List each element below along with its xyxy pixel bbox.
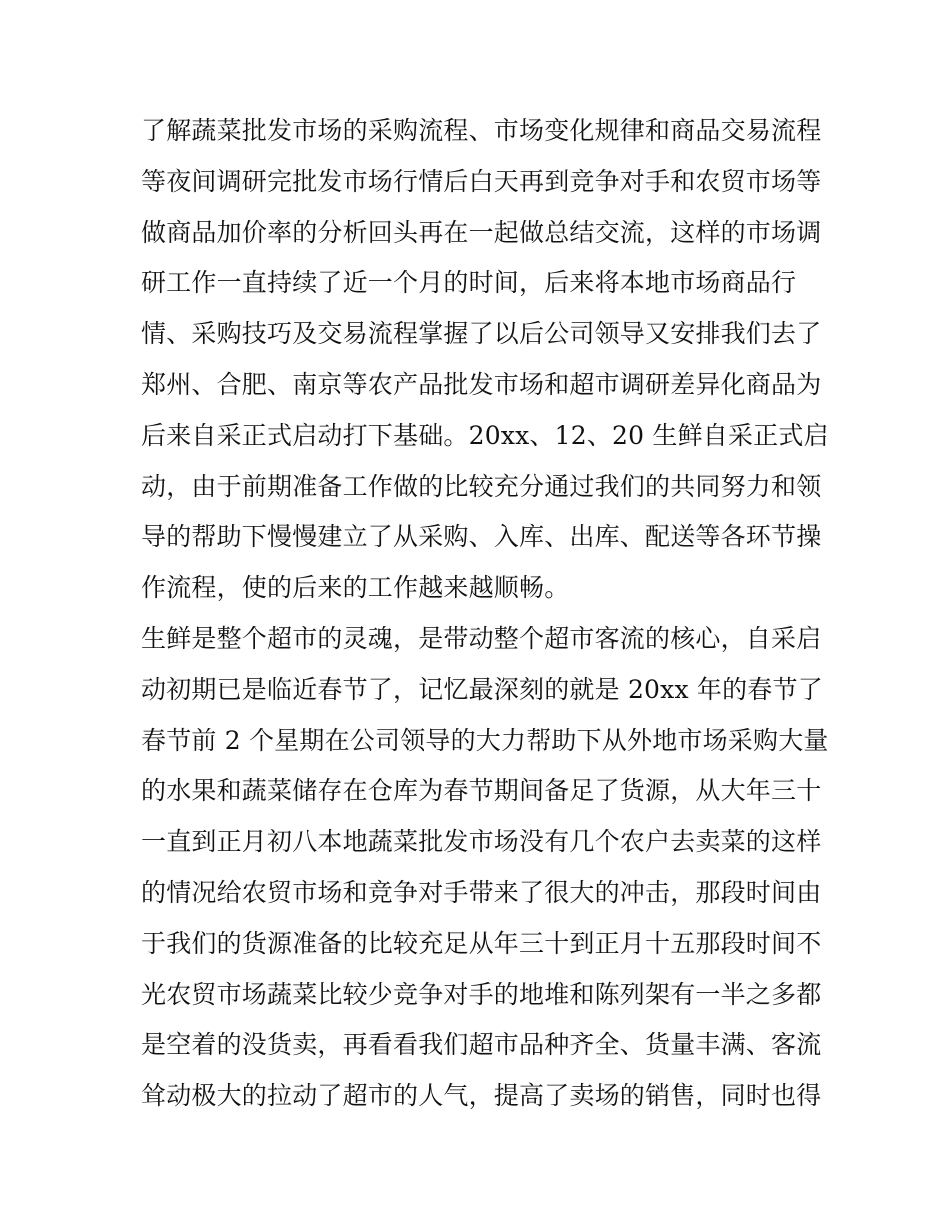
text-line: 情、采购技巧及交易流程掌握了以后公司领导又安排我们去了: [141, 319, 822, 349]
document-body: [141, 106, 829, 1122]
text-line: 一直到正月初八本地蔬菜批发市场没有几个农户去卖菜的这样: [141, 827, 822, 857]
text-line: 动，由于前期准备工作做的比较充分通过我们的共同努力和领: [141, 471, 822, 501]
text-line: 导的帮助下慢慢建立了从采购、入库、出库、配送等各环节操: [141, 522, 822, 552]
text-line: 做商品加价率的分析回头再在一起做总结交流，这样的市场调: [141, 217, 822, 247]
text-line: 的情况给农贸市场和竞争对手带来了很大的冲击，那段时间由: [141, 877, 822, 907]
text-line: 是空着的没货卖，再看看我们超市品种齐全、货量丰满、客流: [141, 1030, 822, 1060]
text-line: 耸动极大的拉动了超市的人气，提高了卖场的销售，同时也得: [141, 1081, 822, 1111]
text-line: 生鲜是整个超市的灵魂，是带动整个超市客流的核心，自采启: [141, 623, 822, 653]
text-line: 等夜间调研完批发市场行情后白天再到竞争对手和农贸市场等: [141, 166, 822, 196]
text-line: 动初期已是临近春节了，记忆最深刻的就是 20xx 年的春节了: [141, 674, 823, 704]
text-line: 于我们的货源准备的比较充足从年三十到正月十五那段时间不: [141, 928, 822, 958]
text-line: 了解蔬菜批发市场的采购流程、市场变化规律和商品交易流程: [141, 116, 822, 145]
text-line: 郑州、合肥、南京等农产品批发市场和超市调研差异化商品为: [141, 369, 822, 399]
paragraph-1: [141, 106, 829, 614]
text-line: 的水果和蔬菜储存在仓库为春节期间备足了货源，从大年三十: [141, 776, 822, 806]
paragraph-2: [141, 614, 829, 1122]
text-line: 后来自采正式启动打下基础。20xx、12、20 生鲜自采正式启: [141, 420, 829, 450]
text-line: 光农贸市场蔬菜比较少竞争对手的地堆和陈列架有一半之多都: [141, 979, 822, 1009]
text-line: 作流程，使的后来的工作越来越顺畅。: [141, 573, 570, 603]
text-line: 研工作一直持续了近一个月的时间，后来将本地市场商品行: [141, 268, 797, 298]
text-line: 春节前 2 个星期在公司领导的大力帮助下从外地市场采购大量: [141, 725, 829, 755]
